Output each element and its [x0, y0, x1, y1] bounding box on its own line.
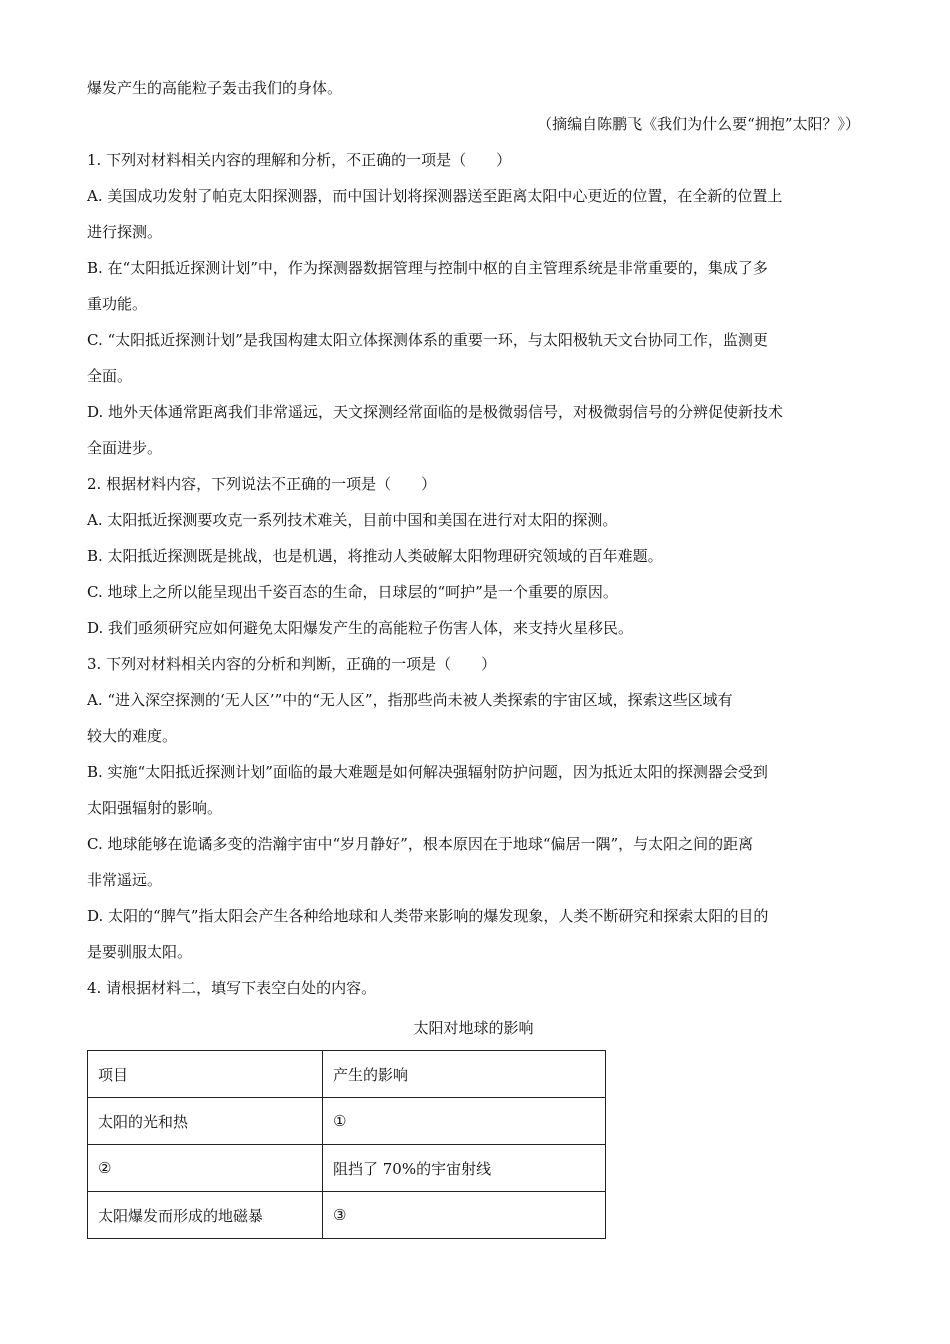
q1-option-a-line1: A. 美国成功发射了帕克太阳探测器，而中国计划将探测器送至距离太阳中心更近的位置，在全新的位置上	[87, 187, 783, 205]
table-cell-blank: ①	[323, 1098, 606, 1145]
question-1-stem: 1. 下列对材料相关内容的理解和分析，不正确的一项是（ ）	[87, 151, 512, 169]
q1-option-d-line2: 全面进步。	[87, 439, 163, 457]
q1-option-a-line2: 进行探测。	[87, 223, 163, 241]
q3-option-d-line2: 是要驯服太阳。	[87, 943, 193, 961]
q2-option-d: D. 我们亟须研究应如何避免太阳爆发产生的高能粒子伤害人体，来支持火星移民。	[87, 619, 634, 637]
q1-option-b-line1: B. 在“太阳抵近探测计划”中，作为探测器数据管理与控制中枢的自主管理系统是非常重要的，集成了多	[87, 259, 768, 277]
table-cell: 太阳的光和热	[88, 1098, 323, 1145]
q3-option-b-line1: B. 实施“太阳抵近探测计划”面临的最大难题是如何解决强辐射防护问题，因为抵近太阳的探测器会受到	[87, 763, 768, 781]
q3-option-a-line2: 较大的难度。	[87, 727, 178, 745]
document-page	[87, 70, 860, 1239]
question-2-stem: 2. 根据材料内容，下列说法不正确的一项是（ ）	[87, 475, 437, 493]
q2-option-a: A. 太阳抵近探测要攻克一系列技术难关，目前中国和美国在进行对太阳的探测。	[87, 511, 618, 529]
q3-option-c-line2: 非常遥远。	[87, 871, 163, 889]
q2-option-b: B. 太阳抵近探测既是挑战，也是机遇，将推动人类破解太阳物理研究领域的百年难题。	[87, 547, 663, 565]
intro-tail-text: 爆发产生的高能粒子轰击我们的身体。	[87, 79, 343, 97]
table-cell-blank: ②	[88, 1145, 323, 1192]
q1-option-c-line2: 全面。	[87, 367, 133, 385]
q3-option-d-line1: D. 太阳的“脾气”指太阳会产生各种给地球和人类带来影响的爆发现象，人类不断研究和探索太阳的目的	[87, 907, 769, 925]
table-header-row	[88, 1051, 606, 1098]
table-cell: 阻挡了 70%的宇宙射线	[323, 1145, 606, 1192]
sun-effects-table	[87, 1050, 606, 1239]
table-caption: 太阳对地球的影响	[413, 1019, 534, 1037]
q3-option-c-line1: C. 地球能够在诡谲多变的浩瀚宇宙中“岁月静好”，根本原因在于地球“偏居一隅”，与太阳之间的距离	[87, 835, 754, 853]
q2-option-c: C. 地球上之所以能呈现出千姿百态的生命，日球层的“呵护”是一个重要的原因。	[87, 583, 618, 601]
table-row	[88, 1145, 606, 1192]
table-cell: 太阳爆发而形成的地磁暴	[88, 1192, 323, 1239]
question-3-stem: 3. 下列对材料相关内容的分析和判断，正确的一项是（ ）	[87, 655, 497, 673]
q3-option-b-line2: 太阳强辐射的影响。	[87, 799, 223, 817]
table-header-item: 项目	[88, 1051, 323, 1098]
table-row	[88, 1098, 606, 1145]
table-cell-blank: ③	[323, 1192, 606, 1239]
source-citation: （摘编自陈鹏飞《我们为什么要“拥抱”太阳？》）	[537, 115, 860, 133]
q1-option-d-line1: D. 地外天体通常距离我们非常遥远，天文探测经常面临的是极微弱信号，对极微弱信号的分辨促使新技术	[87, 403, 784, 421]
q1-option-b-line2: 重功能。	[87, 295, 148, 313]
question-4-stem: 4. 请根据材料二，填写下表空白处的内容。	[87, 979, 377, 997]
q3-option-a-line1: A. “进入深空探测的‘无人区’”中的“无人区”，指那些尚未被人类探索的宇宙区域，探索这些区域有	[87, 691, 733, 709]
q1-option-c-line1: C. “太阳抵近探测计划”是我国构建太阳立体探测体系的重要一环，与太阳极轨天文台协同工作，监测更	[87, 331, 768, 349]
table-header-effect: 产生的影响	[323, 1051, 606, 1098]
table-row	[88, 1192, 606, 1239]
